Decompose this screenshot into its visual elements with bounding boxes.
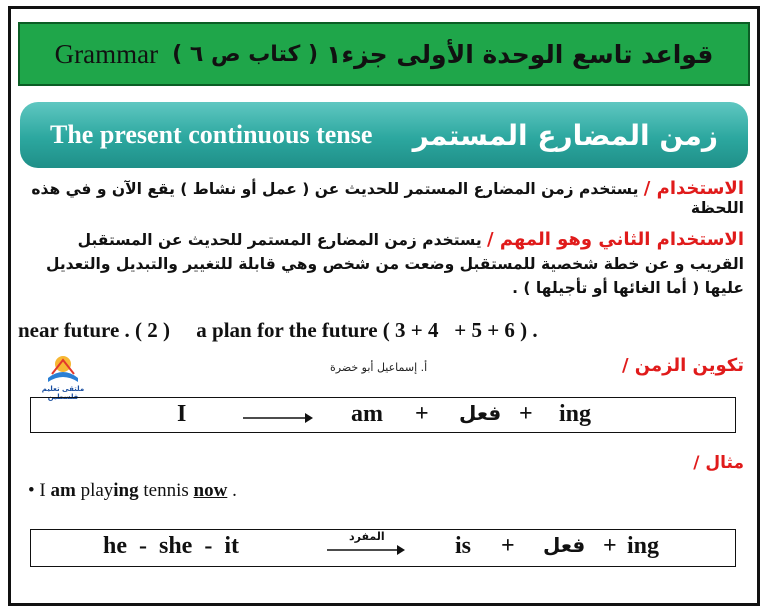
bullet: • xyxy=(28,480,35,501)
formula-he-she-it xyxy=(30,529,736,567)
formula2-suffix: ing xyxy=(627,533,660,559)
usage-2-label: الاستخدام الثاني وهو المهم / xyxy=(487,229,744,250)
formula2-aux: is xyxy=(455,533,472,559)
logo-text: ملتقى تعليم فلسطين xyxy=(41,385,85,401)
formula-i xyxy=(30,397,736,433)
formula-verb: فعل xyxy=(459,401,502,425)
formula2-plus-1: + xyxy=(501,533,515,559)
formation-label: تكوين الزمن / xyxy=(621,355,744,376)
formula-plus-1: + xyxy=(415,401,429,427)
title-bar xyxy=(18,22,750,86)
tense-banner xyxy=(20,102,748,168)
title-book-ref: ( كتاب ص ٦ ) xyxy=(172,41,319,67)
formula2-plus-2: + xyxy=(603,533,617,559)
usage-1 xyxy=(24,178,744,217)
title-arabic: قواعد تاسع الوحدة الأولى جزء١ xyxy=(326,39,714,69)
formula-plus-2: + xyxy=(519,401,533,427)
banner-arabic: زمن المضارع المستمر xyxy=(412,118,718,152)
near-future-line: near future . ( 2 ) a plan for the future ( 3 + 4 + 5 + 6 ) . xyxy=(18,318,538,342)
example-sentence: • I am playing tennis now . xyxy=(28,480,237,501)
formula2-arrow-label: المفرد xyxy=(349,530,385,543)
author-name: أ. إسماعيل أبو خضرة xyxy=(330,361,428,374)
title-english: Grammar xyxy=(54,38,159,69)
page-border xyxy=(8,6,760,606)
usage-2 xyxy=(22,228,744,300)
usage-1-text: يستخدم زمن المضارع المستمر للحديث عن ( عمل أو نشاط ) يقع الآن و في هذه اللحظة xyxy=(31,180,744,217)
formula2-verb: فعل xyxy=(543,533,586,557)
formula-subject: I xyxy=(177,401,187,427)
usage-2-text: يستخدم زمن المضارع المستمر للحديث عن المستقبل القريب و عن خطة شخصية للمستقبل وضعت من شخص وهي قابلة للتغيير والتبديل والتعديل عليها ( أما الغائها أو تأجيلها ) . xyxy=(46,231,744,297)
arrow-icon xyxy=(243,412,313,424)
formula-suffix: ing xyxy=(559,401,592,427)
arrow-icon xyxy=(327,544,405,556)
banner-english: The present continuous tense xyxy=(50,120,373,149)
usage-1-label: الاستخدام / xyxy=(643,178,744,199)
formula2-subject: he - she - it xyxy=(103,533,239,559)
formula-aux: am xyxy=(351,401,383,427)
example-label: مثال / xyxy=(693,453,744,473)
